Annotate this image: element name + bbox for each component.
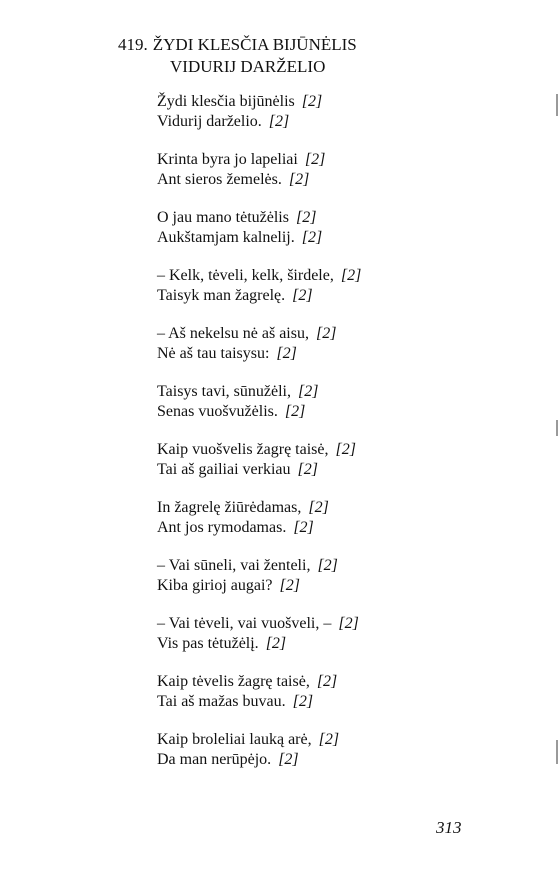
verse-line xyxy=(157,576,477,596)
verse-line xyxy=(157,440,477,460)
verse-line xyxy=(157,460,477,480)
verse-line xyxy=(157,208,477,228)
repeat-mark: [2] xyxy=(288,171,310,188)
verse-line xyxy=(157,518,477,538)
verse-line xyxy=(157,402,477,422)
repeat-mark: [2] xyxy=(304,151,326,168)
repeat-mark: [2] xyxy=(318,731,340,748)
repeat-mark: [2] xyxy=(297,383,319,400)
page-edge-mark xyxy=(556,740,558,764)
stanza xyxy=(157,672,477,730)
repeat-mark: [2] xyxy=(308,499,329,516)
repeat-mark: [2] xyxy=(317,557,338,574)
stanza xyxy=(157,92,477,150)
repeat-mark: [2] xyxy=(335,441,356,458)
verse-line xyxy=(157,556,477,576)
repeat-mark: [2] xyxy=(338,615,359,632)
verse-line xyxy=(157,498,477,518)
stanza xyxy=(157,614,477,672)
page-edge-mark xyxy=(556,420,558,436)
page-edge-mark xyxy=(556,94,558,116)
verse-line xyxy=(157,112,477,132)
verse-text: Taisys tavi, sūnužėli, xyxy=(157,383,291,400)
verse-line xyxy=(157,750,477,770)
verse-text: Kiba girioj augai? xyxy=(157,577,273,594)
song-title-part-1: ŽYDI KLESČIA BIJŪNĖLIS xyxy=(152,35,357,54)
stanza xyxy=(157,440,477,498)
verse-line xyxy=(157,382,477,402)
repeat-mark: [2] xyxy=(292,693,314,710)
verse-line xyxy=(157,92,477,112)
heading-line-1 xyxy=(118,34,418,56)
repeat-mark: [2] xyxy=(297,461,318,478)
stanza xyxy=(157,150,477,208)
verse-text: – Vai sūneli, vai ženteli, xyxy=(157,557,311,574)
verse-line xyxy=(157,672,477,692)
verse-text: Aukštamjam kalnelij. xyxy=(157,229,295,246)
verse-text: Kaip vuošvelis žagrę taisė, xyxy=(157,441,329,458)
verse-text: Krinta byra jo lapeliai xyxy=(157,151,298,168)
repeat-mark: [2] xyxy=(278,751,299,768)
repeat-mark: [2] xyxy=(265,635,287,652)
repeat-mark: [2] xyxy=(315,325,337,342)
verse-text: Senas vuošvužėlis. xyxy=(157,403,278,420)
verse-line xyxy=(157,266,477,286)
repeat-mark: [2] xyxy=(292,287,313,304)
verse-text: Kaip broleliai lauką arė, xyxy=(157,731,312,748)
repeat-mark: [2] xyxy=(295,209,317,226)
verse-text: Ant sieros žemelės. xyxy=(157,171,282,188)
repeat-mark: [2] xyxy=(316,673,338,690)
verse-text: Vis pas tėtužėlį. xyxy=(157,635,259,652)
verse-line xyxy=(157,344,477,364)
repeat-mark: [2] xyxy=(301,229,323,246)
verse-text: Taisyk man žagrelę. xyxy=(157,287,286,304)
verse-text: Tai aš gailiai verkiau xyxy=(157,461,291,478)
stanza xyxy=(157,324,477,382)
verse-line xyxy=(157,170,477,190)
repeat-mark: [2] xyxy=(293,519,314,536)
verse-text: – Vai tėveli, vai vuošveli, – xyxy=(157,615,332,632)
repeat-mark: [2] xyxy=(268,113,290,130)
poem-text xyxy=(157,92,477,788)
verse-text: Da man nerūpėjo. xyxy=(157,751,272,768)
repeat-mark: [2] xyxy=(276,345,297,362)
repeat-mark: [2] xyxy=(284,403,306,420)
verse-text: O jau mano tėtužėlis xyxy=(157,209,289,226)
verse-line xyxy=(157,228,477,248)
verse-text: Nė aš tau taisysu: xyxy=(157,345,270,362)
page-number: 313 xyxy=(436,818,462,837)
song-heading xyxy=(118,34,418,78)
stanza xyxy=(157,730,477,788)
verse-text: Tai aš mažas buvau. xyxy=(157,693,286,710)
song-title-part-2: VIDURIJ DARŽELIO xyxy=(170,57,326,76)
verse-line xyxy=(157,634,477,654)
verse-line xyxy=(157,692,477,712)
verse-text: Ant jos rymodamas. xyxy=(157,519,287,536)
verse-line xyxy=(157,286,477,306)
verse-text: – Kelk, tėveli, kelk, širdele, xyxy=(157,267,334,284)
repeat-mark: [2] xyxy=(279,577,300,594)
verse-line xyxy=(157,614,477,634)
verse-line xyxy=(157,324,477,344)
repeat-mark: [2] xyxy=(340,267,362,284)
verse-text: – Aš nekelsu nė aš aisu, xyxy=(157,325,309,342)
song-number: 419. xyxy=(118,35,148,54)
stanza xyxy=(157,266,477,324)
repeat-mark: [2] xyxy=(301,93,323,110)
verse-line xyxy=(157,150,477,170)
verse-text: In žagrelę žiūrėdamas, xyxy=(157,499,302,516)
stanza xyxy=(157,498,477,556)
stanza xyxy=(157,556,477,614)
verse-text: Vidurij darželio. xyxy=(157,113,262,130)
verse-line xyxy=(157,730,477,750)
stanza xyxy=(157,208,477,266)
verse-text: Žydi klesčia bijūnėlis xyxy=(157,93,295,110)
stanza xyxy=(157,382,477,440)
verse-text: Kaip tėvelis žagrę taisė, xyxy=(157,673,310,690)
